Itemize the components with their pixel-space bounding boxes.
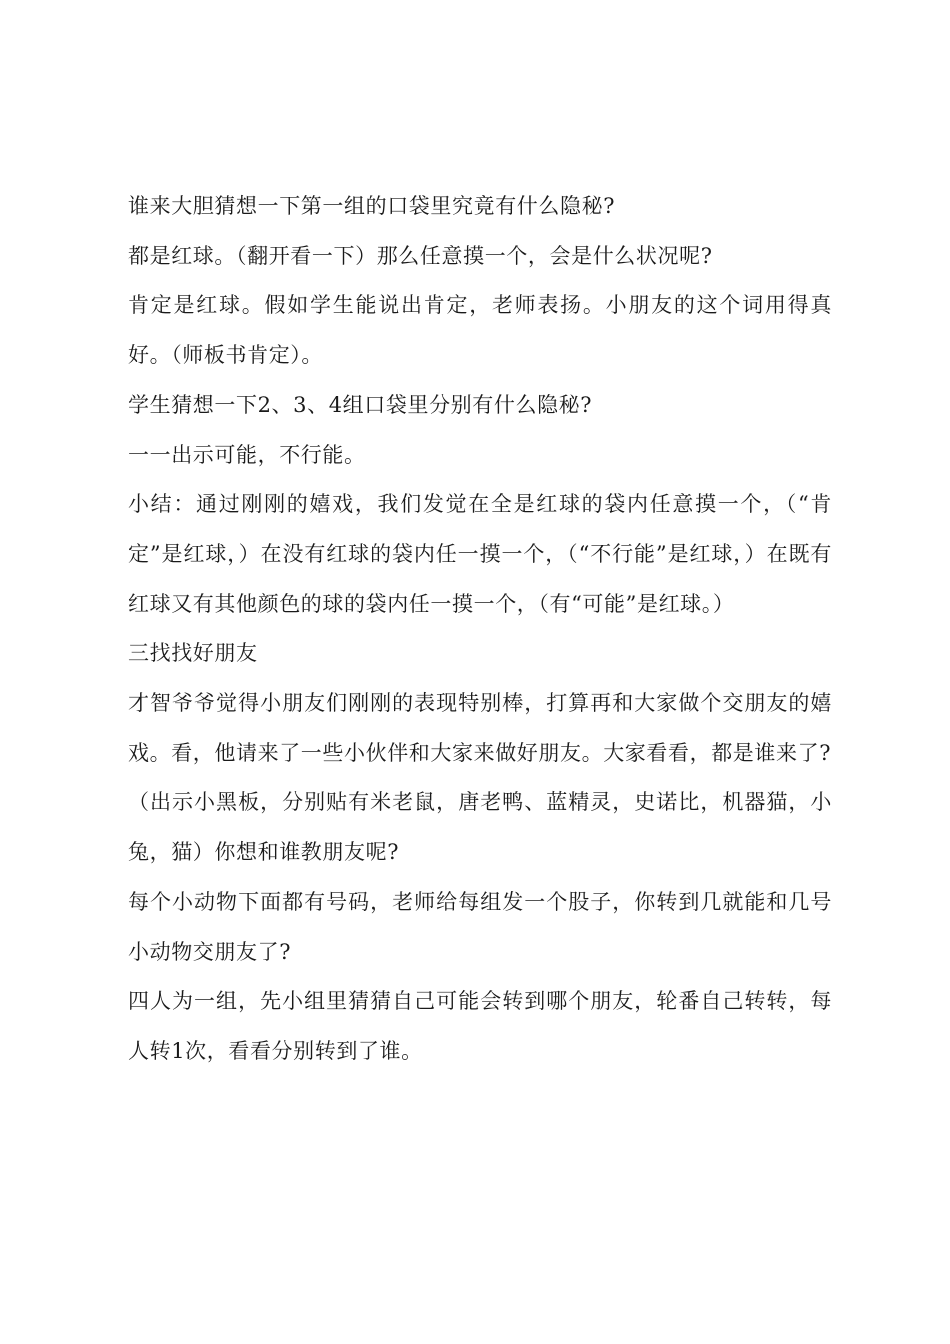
paragraph-blackboard-characters: （出示小黑板，分别贴有米老鼠，唐老鸭、蓝精灵，史诺比，机器猫，小兔，猫）你想和谁教朋友呢? — [128, 790, 832, 865]
document-body — [128, 182, 832, 1077]
paragraph-guess-group-one: 谁来大胆猜想一下第一组的口袋里究竟有什么隐秘? — [128, 194, 616, 218]
paragraph-numbered-animals: 每个小动物下面都有号码，老师给每组发一个股子，你转到几就能和几号小动物交朋友了? — [128, 889, 832, 964]
paragraph-summary: 小结：通过刚刚的嬉戏，我们发觉在全是红球的袋内任意摸一个，（“肯定”是红球，）在没有红球的袋内任一摸一个，（“不行能”是红球，）在既有红球又有其他颜色的球的袋内任一摸一个，（有“可能”是红球。） — [128, 492, 832, 616]
section-heading-find-friends: 三找找好朋友 — [128, 641, 258, 666]
paragraph-all-red-balls: 都是红球。（翻开看一下）那么任意摸一个，会是什么状况呢? — [128, 243, 713, 268]
paragraph-certainly-red: 肯定是红球。假如学生能说出肯定，老师表扬。小朋友的这个词用得真好。（师板书肯定）。 — [128, 293, 832, 368]
paragraph-group-of-four: 四人为一组，先小组里猜猜自己可能会转到哪个朋友，轮番自己转转，每人转1次，看看分别转到了谁。 — [128, 989, 832, 1063]
paragraph-guess-other-groups: 学生猜想一下2、3、4组口袋里分别有什么隐秘? — [128, 392, 593, 417]
paragraph-friends-game-intro: 才智爷爷觉得小朋友们刚刚的表现特别棒，打算再和大家做个交朋友的嬉戏。看，他请来了一些小伙伴和大家来做好朋友。大家看看，都是谁来了? — [128, 691, 832, 765]
paragraph-show-possible: 一一出示可能，不行能。 — [128, 442, 366, 467]
